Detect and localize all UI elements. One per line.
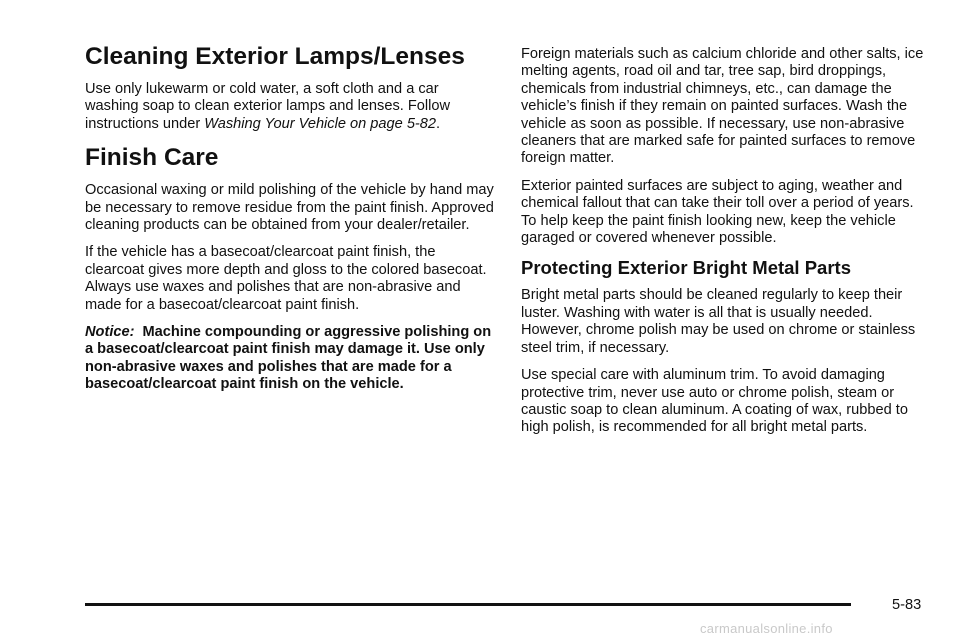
paragraph-bright-metal-1: Bright metal parts should be cleaned regularly to keep their luster. Washing with water is all that is usually needed. However, chrome polish may be used on chrome or stainless steel trim, if necessary.: [521, 287, 916, 356]
heading-bright-metal-parts: Protecting Exterior Bright Metal Parts: [521, 257, 851, 279]
notice-label: Notice:: [85, 324, 135, 341]
paragraph-finish-care-2: If the vehicle has a basecoat/clearcoat paint finish, the clearcoat gives more depth and gloss to the colored basecoat. Always use waxes and polishes that are non-abrasive and made for a basecoat/clearcoat paint finish.: [85, 244, 487, 313]
cross-reference-washing: Washing Your Vehicle on page 5-82: [204, 115, 437, 132]
paragraph-lamps-text: Use only lukewarm or cold water, a soft cloth and a car washing soap to clean exterior lamps and lenses. Follow instructions under: [85, 81, 451, 132]
footer-rule: [85, 603, 851, 606]
watermark-text: carmanualsonline.info: [700, 621, 833, 636]
paragraph-finish-care-1: Occasional waxing or mild polishing of the vehicle by hand may be necessary to remove residue from the paint finish. Approved cleaning products can be obtained from your dealer/retailer.: [85, 182, 494, 234]
heading-finish-care: Finish Care: [85, 144, 219, 172]
page-number: 5-83: [892, 597, 922, 613]
right-column: [521, 46, 926, 447]
notice-text: Machine compounding or aggressive polishing on a basecoat/clearcoat paint finish may damage it. Use only non-abrasive waxes and polishes that are made for a basecoat/clearcoat paint finish on the vehicle.: [85, 324, 492, 393]
left-column: [85, 42, 495, 408]
paragraph-painted-surfaces: Exterior painted surfaces are subject to aging, weather and chemical fallout that can take their toll over a period of years. To help keep the paint finish looking new, keep the vehicle garaged or covered whenever possible.: [521, 177, 914, 247]
paragraph-lamps-end: .: [436, 115, 441, 132]
paragraph-aluminum-trim: Use special care with aluminum trim. To avoid damaging protective trim, never use auto or chrome polish, steam or caustic soap to clean aluminum. A coating of wax, rubbed to high polish, is recommended for all bright metal parts.: [521, 367, 908, 436]
heading-cleaning-exterior-lamps: Cleaning Exterior Lamps/Lenses: [85, 43, 465, 70]
paragraph-lamps-cleaning: [85, 81, 495, 133]
notice-block: [85, 324, 495, 394]
paragraph-foreign-materials: Foreign materials such as calcium chloride and other salts, ice melting agents, road oil and tar, tree sap, bird droppings, chemicals from industrial chimneys, etc., can damage the vehicle’s finish if they remain on painted surfaces. Wash the vehicle as soon as possible. If necessary, use non-abrasive cleaners that are marked safe for painted surfaces to remove foreign matter.: [521, 46, 924, 167]
